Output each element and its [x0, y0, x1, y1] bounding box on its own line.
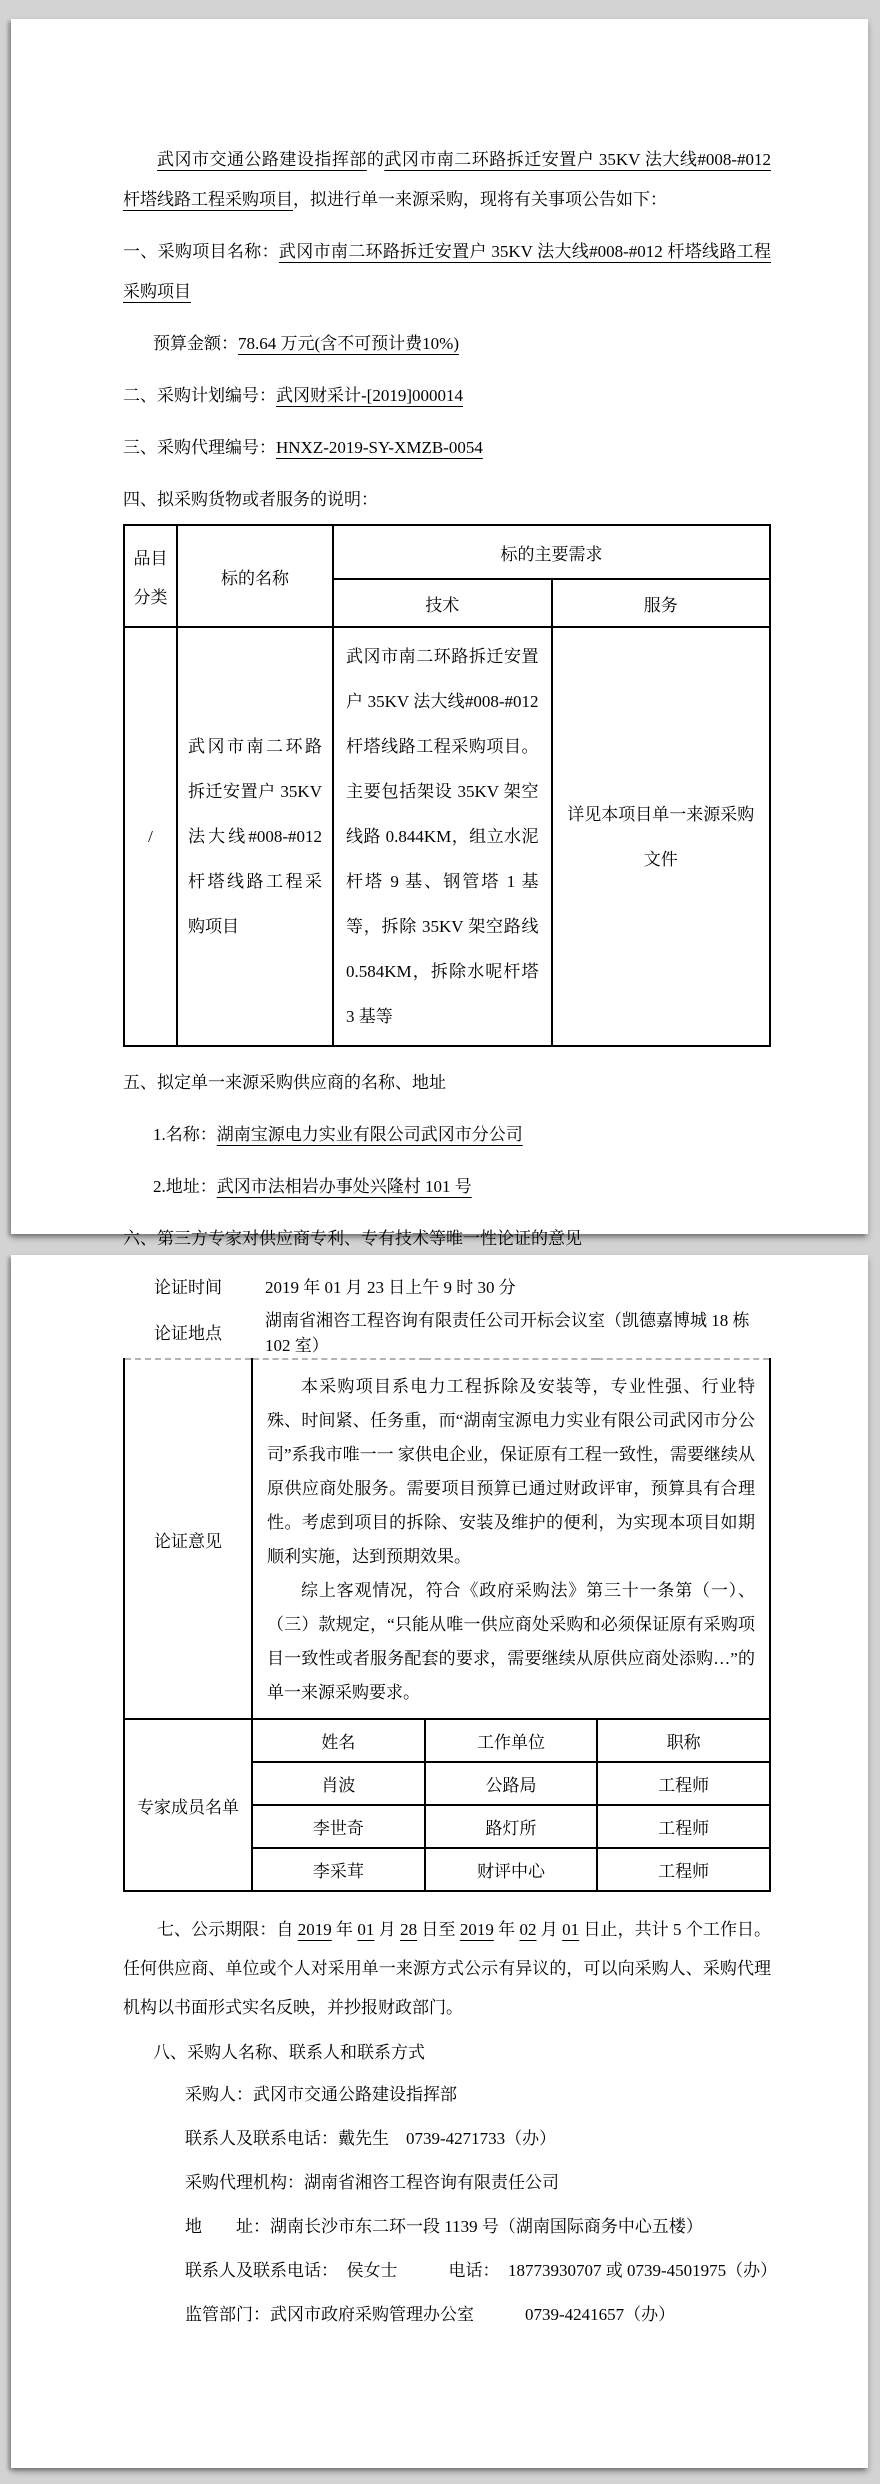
section-7-text: 月: [374, 1920, 401, 1939]
section-5-heading: 五、拟定单一来源采购供应商的名称、地址: [123, 1073, 446, 1092]
section-1-project-name: [123, 232, 771, 312]
section-7-pre: 七、公示期限：自: [157, 1920, 298, 1939]
section-7-text: 年: [331, 1920, 358, 1939]
purchaser-contact-line: 联系人及联系电话：戴先生 0739-4271733（办）: [185, 2129, 557, 2148]
agency-line: 采购代理机构：湖南省湘咨工程咨询有限责任公司: [185, 2173, 559, 2192]
day-2-underlined: 01: [562, 1920, 580, 1939]
expert-org: 公路局: [425, 1762, 598, 1805]
section-2-label: 二、采购计划编号：: [123, 386, 276, 405]
experts-header-org: 工作单位: [425, 1719, 598, 1762]
supplier-name-line: [123, 1115, 771, 1155]
document-page-2: [11, 1255, 868, 2468]
header-main-requirements: 标的主要需求: [333, 525, 770, 579]
expert-org: 路灯所: [425, 1805, 598, 1848]
purchaser-line: 采购人：武冈市交通公路建设指挥部: [185, 2085, 457, 2104]
demonstration-table-continued: [123, 1358, 771, 1892]
section-7-text: 年: [493, 1920, 520, 1939]
section-1-label: 一、采购项目名称：: [123, 242, 279, 261]
supplier-name-label: 1.名称：: [153, 1125, 217, 1144]
opinion-label: 论证意见: [124, 1359, 252, 1719]
expert-name: 肖波: [252, 1762, 425, 1805]
supplier-address-value-underlined: 武冈市法相岩办事处兴隆村 101 号: [216, 1177, 472, 1196]
month-1-underlined: 01: [357, 1920, 375, 1939]
cell-subject-name: 武冈市南二环路拆迁安置户 35KV 法大线#008-#012 杆塔线路工程采购项目: [177, 627, 333, 1046]
demonstration-time-value: 2019 年 01 月 23 日上午 9 时 30 分: [252, 1266, 770, 1305]
expert-name: 李采茸: [252, 1848, 425, 1891]
expert-org: 财评中心: [425, 1848, 598, 1891]
header-category-line2: 分类: [133, 588, 168, 607]
demonstration-place-value: 湖南省湘咨工程咨询有限责任公司开标会议室（凯德嘉博城 18 栋 102 室）: [252, 1305, 770, 1357]
agency-address-line: 地 址：湖南长沙市东二环一段 1139 号（湖南国际商务中心五楼）: [185, 2217, 703, 2236]
section-4-heading: 四、拟采购货物或者服务的说明：: [123, 490, 378, 509]
section-2-value-underlined: 武冈财采计-[2019]000014: [276, 386, 463, 405]
expert-title: 工程师: [597, 1848, 770, 1891]
expert-title: 工程师: [597, 1762, 770, 1805]
section-7-text: 月: [536, 1920, 563, 1939]
budget-label: 预算金额：: [153, 334, 238, 353]
demonstration-place-label: 论证地点: [124, 1305, 252, 1357]
header-technical: 技术: [333, 579, 552, 627]
cell-service: 详见本项目单一来源采购文件: [552, 627, 771, 1046]
intro-connector: 的: [366, 150, 385, 169]
section-8-heading: 八、采购人名称、联系人和联系方式: [153, 2043, 425, 2062]
year-1-underlined: 2019: [297, 1920, 332, 1939]
opinion-paragraph-1: 本采购项目系电力工程拆除及安装等，专业性强、行业特殊、时间紧、任务重，而“湖南宝源电力实业有限公司武冈市分公司”系我市唯一一 家供电企业，保证原有工程一致性，需要继续从原供应商处服务。需要项目预算已通过财政评审，预算具有合理性。考虑到项目的拆除、安装及维护的便利，为实现本项目如期顺利实施，达到预期效果。: [267, 1377, 755, 1566]
opinion-text-cell: [252, 1359, 770, 1719]
expert-title: 工程师: [597, 1805, 770, 1848]
page-2-content: [11, 1255, 868, 2337]
section-6-heading: 六、第三方专家对供应商专利、专有技术等唯一性论证的意见: [123, 1229, 582, 1248]
day-1-underlined: 28: [400, 1920, 418, 1939]
expert-name: 李世奇: [252, 1805, 425, 1848]
page-1-content: [11, 19, 868, 1358]
supplier-address-line: [123, 1167, 771, 1207]
cell-technical: 武冈市南二环路拆迁安置户 35KV 法大线#008-#012 杆塔线路工程采购项目。主要包括架设 35KV 架空线路 0.844KM，组立水泥杆塔 9 基、钢管塔 1 基等，拆除 35KV 架空路线 0.584KM，拆除水呢杆塔 3 基等: [333, 627, 552, 1046]
header-service: 服务: [552, 579, 771, 627]
opinion-paragraph-2: 综上客观情况，符合《政府采购法》第三十一条第（一）、（三）款规定，“只能从唯一供应商处采购和必须保证原有采购项目一致性或者服务配套的要求，需要继续从原供应商处添购…”的单一来源采购要求。: [267, 1581, 755, 1702]
budget-value-underlined: 78.64 万元(含不可预计费10%): [238, 334, 459, 353]
goods-table-data-row: [124, 627, 770, 1046]
intro-paragraph: [123, 140, 771, 220]
experts-list-label: 专家成员名单: [124, 1719, 252, 1891]
experts-header-name: 姓名: [252, 1719, 425, 1762]
section-3-agency-number: [123, 428, 771, 468]
buyer-name-underlined: 武冈市交通公路建设指挥部: [157, 150, 367, 169]
year-2-underlined: 2019: [459, 1920, 494, 1939]
header-subject-name: 标的名称: [177, 525, 333, 627]
project-name-underlined: 武冈市南二环路拆迁安置户 35KV 法大线#008-#012 杆塔线路工程采购项目: [123, 150, 772, 209]
header-category: [124, 525, 177, 627]
month-2-underlined: 02: [519, 1920, 537, 1939]
header-category-line1: 品目: [133, 549, 168, 568]
experts-header-title: 职称: [597, 1719, 770, 1762]
agency-contact-line: 联系人及联系电话： 侯女士 电话： 18773930707 或 0739-4501975（办）: [185, 2261, 778, 2280]
supplier-address-label: 2.地址：: [153, 1177, 217, 1196]
section-3-label: 三、采购代理编号：: [123, 438, 276, 457]
cell-category: /: [124, 627, 177, 1046]
goods-table-header-row-1: [124, 525, 770, 579]
goods-description-table: [123, 524, 771, 1047]
demonstration-time-label: 论证时间: [124, 1266, 252, 1305]
document-page-1: [11, 19, 868, 1355]
budget-line: [123, 324, 771, 364]
experts-header-row: [124, 1719, 770, 1762]
supplier-name-value-underlined: 湖南宝源电力实业有限公司武冈市分公司: [216, 1125, 523, 1144]
section-2-plan-number: [123, 376, 771, 416]
opinion-row: [124, 1359, 770, 1719]
section-7-text: 日至: [417, 1920, 460, 1939]
supervision-department-line: 监管部门：武冈市政府采购管理办公室 0739-4241657（办）: [185, 2305, 676, 2324]
section-1-value-underlined: 武冈市南二环路拆迁安置户 35KV 法大线#008-#012 杆塔线路工程采购项目: [123, 242, 771, 301]
section-7-publicity-period: [123, 1910, 771, 2027]
section-7-tail: 日止，共计 5 个工作日。任何供应商、单位或个人对采用单一来源方式公示有异议的，可以向采购人、采购代理机构以书面形式实名反映，并抄报财政部门。: [123, 1920, 772, 2017]
section-3-value-underlined: HNXZ-2019-SY-XMZB-0054: [276, 438, 483, 457]
intro-tail: ，拟进行单一来源采购，现将有关事项公告如下：: [293, 190, 667, 209]
